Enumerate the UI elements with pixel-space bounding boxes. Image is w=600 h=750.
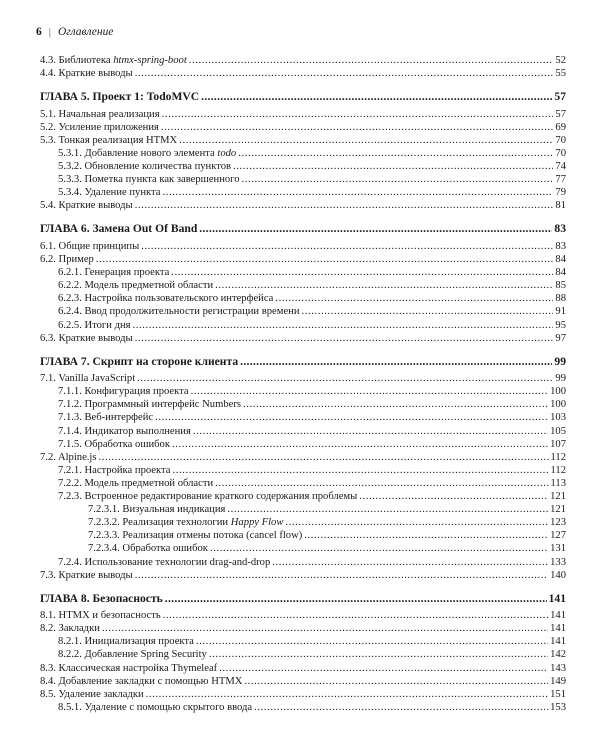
toc-leader-dots (99, 453, 549, 464)
toc-entry-label: ГЛАВА 7. Скрипт на стороне клиента (40, 354, 239, 368)
toc-page-number: 141 (550, 623, 566, 635)
toc-entry-row[interactable] (34, 108, 566, 121)
toc-page-number: 121 (550, 504, 566, 516)
toc-page-number: 57 (554, 90, 566, 104)
toc-entry-label: 7.2.3.2. Реализация технологии Happy Flow (88, 517, 284, 529)
toc-entry-label-italic: todo (217, 147, 237, 159)
toc-page-number: 55 (555, 68, 566, 80)
toc-leader-dots (233, 162, 553, 173)
toc-entry-row[interactable] (34, 688, 566, 701)
toc-entry-row[interactable] (34, 160, 566, 173)
toc-leader-dots (272, 558, 548, 569)
toc-entry-label: 8.2. Закладки (40, 623, 100, 635)
toc-entry-row[interactable] (34, 635, 566, 648)
toc-leader-dots (199, 225, 552, 236)
toc-entry-label: 5.3.4. Удаление пункта (58, 187, 161, 199)
toc-leader-dots (215, 479, 548, 490)
toc-entry-row[interactable] (34, 542, 566, 555)
running-head-separator: | (48, 26, 51, 38)
toc-page-number: 99 (554, 354, 566, 368)
toc-entry-label: 8.4. Добавление закладки с помощью HTMX (40, 675, 243, 687)
toc-page-number: 69 (555, 121, 566, 133)
toc-page-number: 103 (550, 412, 566, 424)
toc-leader-dots (244, 677, 548, 688)
toc-entry-label: 5.4. Краткие выводы (40, 200, 133, 212)
toc-chapter-row[interactable] (34, 89, 566, 104)
toc-leader-dots (238, 149, 553, 160)
toc-entry-label: ГЛАВА 6. Замена Out Of Band (40, 222, 198, 236)
toc-entry-row[interactable] (34, 464, 566, 477)
toc-leader-dots (135, 69, 554, 80)
toc-entry-row[interactable] (34, 67, 566, 80)
toc-entry-row[interactable] (34, 438, 566, 451)
toc-leader-dots (172, 466, 548, 477)
toc-entry-row[interactable] (34, 372, 566, 385)
toc-page-number: 79 (555, 187, 566, 199)
toc-page-number: 81 (555, 200, 566, 212)
toc-entry-row[interactable] (34, 516, 566, 529)
toc-leader-dots (165, 595, 547, 606)
toc-page-number: 84 (555, 254, 566, 266)
toc-entry-row[interactable] (34, 121, 566, 134)
toc-entry-label: 6.2.1. Генерация проекта (58, 267, 170, 279)
toc-leader-dots (172, 440, 548, 451)
toc-leader-dots (227, 505, 548, 516)
toc-entry-row[interactable] (34, 503, 566, 516)
running-head (34, 26, 566, 38)
toc-leader-dots (201, 93, 552, 104)
toc-entry-label: 6.3. Краткие выводы (40, 332, 133, 344)
toc-chapter-row[interactable] (34, 221, 566, 236)
toc-entry-label: 6.2. Пример (40, 254, 94, 266)
toc-leader-dots (240, 358, 552, 369)
toc-leader-dots (196, 637, 548, 648)
toc-page-number: 97 (555, 332, 566, 344)
toc-leader-dots (302, 308, 554, 319)
toc-entry-label: 4.3. Библиотека htmx-spring-boot (40, 55, 187, 66)
toc-entry-label: 7.2.3.3. Реализация отмены потока (cancel flow) (88, 530, 303, 542)
toc-entry-label: 6.1. Общие принципы (40, 240, 140, 252)
toc-entry-row[interactable] (34, 134, 566, 147)
toc-leader-dots (135, 334, 554, 345)
toc-page-number: 113 (550, 477, 566, 489)
toc-leader-dots (102, 624, 548, 635)
toc-entry-label: 7.2.3. Встроенное редактирование краткого содержания проблемы (58, 491, 358, 503)
toc-leader-dots (162, 188, 553, 199)
toc-leader-dots (209, 651, 548, 662)
toc-entry-row[interactable] (34, 662, 566, 675)
toc-entry-row[interactable] (34, 292, 566, 305)
toc-entry-row[interactable] (34, 490, 566, 503)
toc-page-number: 83 (554, 222, 566, 236)
toc-entry-label: 6.2.3. Настройка пользовательского интерфейса (58, 293, 274, 305)
toc-entry-row[interactable] (34, 451, 566, 464)
toc-entry-row[interactable] (34, 622, 566, 635)
toc-leader-dots (133, 321, 554, 332)
toc-leader-dots (135, 201, 554, 212)
toc-entry-label: 7.2.4. Использование технологии drag-and-drop (58, 556, 271, 568)
toc-page-number: 52 (555, 55, 566, 66)
toc-page-number: 149 (550, 675, 566, 687)
toc-leader-dots (285, 518, 548, 529)
toc-entry-row[interactable] (34, 332, 566, 345)
folio-number: 6 (36, 26, 42, 38)
toc-leader-dots (191, 387, 549, 398)
table-of-contents (34, 54, 566, 714)
toc-entry-label-italic: Happy Flow (230, 517, 284, 529)
toc-leader-dots (137, 374, 553, 385)
toc-page-number: 91 (555, 306, 566, 318)
toc-leader-dots (359, 492, 548, 503)
toc-page-number: 77 (555, 174, 566, 186)
toc-leader-dots (96, 255, 554, 266)
toc-entry-label: 5.2. Усиление приложения (40, 121, 159, 133)
toc-entry-row[interactable] (34, 701, 566, 714)
toc-entry-row[interactable] (34, 477, 566, 490)
toc-entry-row[interactable] (34, 54, 566, 67)
toc-entry-row[interactable] (34, 675, 566, 688)
toc-page-number: 99 (555, 373, 566, 385)
toc-entry-label: 7.1.4. Индикатор выполнения (58, 425, 191, 437)
toc-entry-label: 7.2.1. Настройка проекта (58, 464, 171, 476)
toc-entry-row[interactable] (34, 319, 566, 332)
toc-page-number: 131 (550, 543, 566, 555)
toc-page-number: 151 (550, 688, 566, 700)
toc-entry-label: 7.1.2. Программный интерфейс Numbers (58, 399, 241, 411)
toc-entry-row[interactable] (34, 398, 566, 411)
toc-entry-row[interactable] (34, 648, 566, 661)
toc-page-number: 123 (550, 517, 566, 529)
toc-page-number: 95 (555, 319, 566, 331)
toc-entry-label-italic: htmx-spring-boot (113, 55, 187, 66)
toc-leader-dots (162, 110, 554, 121)
toc-entry-row[interactable] (34, 266, 566, 279)
toc-entry-label: 8.3. Классическая настройка Thymeleaf (40, 662, 218, 674)
toc-leader-dots (141, 242, 553, 253)
toc-leader-dots (161, 123, 554, 134)
toc-page-number: 112 (550, 464, 566, 476)
toc-page-number: 74 (555, 161, 566, 173)
toc-entry-label: 5.3.1. Добавление нового элемента todo (58, 147, 237, 159)
toc-page-number: 100 (550, 399, 566, 411)
toc-page-number: 153 (550, 701, 566, 713)
toc-page-number: 70 (555, 134, 566, 146)
toc-page-number: 88 (555, 293, 566, 305)
toc-entry-label: 7.1.5. Обработка ошибок (58, 438, 170, 450)
toc-entry-row[interactable] (34, 529, 566, 542)
toc-entry-label: 7.2.3.4. Обработка ошибок (88, 543, 208, 555)
toc-page-number: 105 (550, 425, 566, 437)
toc-page-number: 121 (550, 491, 566, 503)
toc-entry-label: ГЛАВА 5. Проект 1: TodoMVC (40, 90, 200, 104)
toc-entry-row[interactable] (34, 253, 566, 266)
running-head-title: Оглавление (57, 26, 114, 38)
toc-leader-dots (219, 664, 548, 675)
toc-leader-dots (155, 414, 548, 425)
toc-page-number: 133 (550, 556, 566, 568)
toc-leader-dots (146, 690, 548, 701)
toc-entry-row[interactable] (34, 569, 566, 582)
toc-leader-dots (163, 611, 548, 622)
toc-entry-label: 7.1.3. Веб-интерфейс (58, 412, 154, 424)
toc-entry-label: 7.1.1. Конфигурация проекта (58, 386, 189, 398)
toc-leader-dots (135, 571, 548, 582)
toc-page-number: 141 (550, 636, 566, 648)
toc-entry-label: 7.2. Alpine.js (40, 451, 97, 463)
toc-entry-row[interactable] (34, 240, 566, 253)
toc-leader-dots (275, 294, 553, 305)
toc-entry-row[interactable] (34, 609, 566, 622)
toc-entry-row[interactable] (34, 147, 566, 160)
toc-page-number: 143 (550, 662, 566, 674)
toc-leader-dots (210, 545, 548, 556)
toc-entry-label: 8.2.1. Инициализация проекта (58, 636, 194, 648)
toc-page-number: 112 (550, 451, 566, 463)
toc-entry-label: 7.2.2. Модель предметной области (58, 477, 214, 489)
toc-entry-row[interactable] (34, 411, 566, 424)
toc-entry-row[interactable] (34, 186, 566, 199)
toc-entry-label: 6.2.2. Модель предметной области (58, 280, 214, 292)
toc-page-number: 85 (555, 280, 566, 292)
toc-entry-row[interactable] (34, 305, 566, 318)
toc-leader-dots (193, 427, 548, 438)
toc-leader-dots (304, 531, 548, 542)
toc-entry-label: 7.1. Vanilla JavaScript (40, 373, 136, 385)
toc-page-number: 70 (555, 147, 566, 159)
toc-entry-label: ГЛАВА 8. Безопасность (40, 591, 163, 605)
toc-page-number: 127 (550, 530, 566, 542)
toc-entry-label: 5.1. Начальная реализация (40, 108, 160, 120)
toc-entry-label: 7.3. Краткие выводы (40, 569, 133, 581)
toc-entry-label: 4.4. Краткие выводы (40, 68, 133, 80)
toc-entry-label: 5.3. Тонкая реализация HTMX (40, 134, 178, 146)
toc-leader-dots (189, 56, 554, 67)
toc-leader-dots (243, 400, 548, 411)
toc-leader-dots (171, 268, 553, 279)
toc-entry-label: 5.3.2. Обновление количества пунктов (58, 161, 232, 173)
toc-leader-dots (179, 136, 553, 147)
toc-page-number: 141 (548, 591, 566, 605)
toc-entry-row[interactable] (34, 173, 566, 186)
toc-entry-label: 7.2.3.1. Визуальная индикация (88, 504, 226, 516)
toc-page-number: 83 (555, 240, 566, 252)
toc-entry-label: 8.5.1. Удаление с помощью скрытого ввода (58, 701, 253, 713)
toc-entry-row[interactable] (34, 385, 566, 398)
toc-entry-label: 8.2.2. Добавление Spring Security (58, 649, 207, 661)
toc-page-number: 100 (550, 386, 566, 398)
toc-page-number: 140 (550, 569, 566, 581)
toc-page-number: 57 (555, 108, 566, 120)
toc-entry-row[interactable] (34, 425, 566, 438)
toc-leader-dots (215, 281, 553, 292)
toc-page-number: 142 (550, 649, 566, 661)
toc-entry-row[interactable] (34, 556, 566, 569)
toc-chapter-row[interactable] (34, 591, 566, 606)
toc-leader-dots (254, 703, 548, 714)
toc-entry-label: 8.5. Удаление закладки (40, 688, 144, 700)
toc-page-number: 84 (555, 267, 566, 279)
toc-entry-label: 5.3.3. Пометка пункта как завершенного (58, 174, 240, 186)
toc-entry-row[interactable] (34, 199, 566, 212)
toc-entry-row[interactable] (34, 279, 566, 292)
toc-page-number: 141 (550, 610, 566, 622)
toc-entry-label: 6.2.5. Итоги дня (58, 319, 131, 331)
toc-entry-label: 6.2.4. Ввод продолжительности регистрации времени (58, 306, 300, 318)
toc-page-number: 107 (550, 438, 566, 450)
toc-leader-dots (242, 175, 554, 186)
toc-entry-label: 8.1. HTMX и безопасность (40, 610, 161, 622)
toc-chapter-row[interactable] (34, 354, 566, 369)
